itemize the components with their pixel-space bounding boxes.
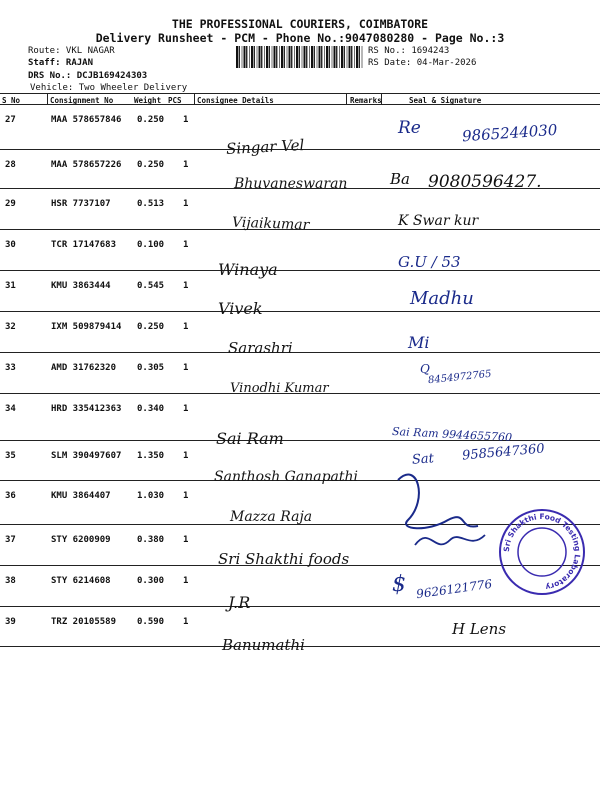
handwritten-consignee: Winaya [218, 260, 278, 279]
handwritten-consignee: J.R [228, 593, 251, 612]
signature-scribble: Re [398, 118, 421, 138]
row-consignment: STY 6200909 [51, 535, 111, 545]
barcode-bar [319, 46, 321, 68]
barcode-bar [344, 46, 345, 68]
barcode-bar [259, 46, 261, 68]
barcode-bar [281, 46, 283, 68]
barcode-bar [276, 46, 277, 68]
handwritten-consignee: Sri Shakthi foods [218, 550, 350, 568]
row-consignment: MAA 578657226 [51, 160, 122, 170]
row-pcs: 1 [183, 322, 189, 332]
barcode-bar [274, 46, 276, 68]
table-row [0, 229, 600, 274]
row-sno: 36 [5, 491, 16, 501]
barcode-bar [236, 46, 238, 68]
row-consignment: HSR 7737107 [51, 199, 111, 209]
barcode-bar [242, 46, 243, 68]
row-weight: 0.305 [137, 363, 165, 373]
barcode-bar [257, 46, 258, 68]
barcode-bar [314, 46, 315, 68]
row-weight: 0.250 [137, 322, 165, 332]
handwritten-consignee: Vinodhi Kumar [230, 381, 329, 396]
barcode-bar [289, 46, 291, 68]
barcode-bar [326, 46, 328, 68]
row-weight: 1.350 [137, 451, 165, 461]
barcode-bar [291, 46, 292, 68]
row-sno: 31 [5, 281, 16, 291]
signature-text: Mi [408, 333, 430, 352]
signature-text: Madhu [410, 288, 474, 309]
runsheet-subtitle: Delivery Runsheet - PCM - Phone No.:9047080280 - Page No.:3 [95, 31, 505, 45]
col-pcs: PCS [168, 96, 182, 105]
row-pcs: 1 [183, 363, 189, 373]
row-consignment: SLM 390497607 [51, 451, 122, 461]
row-sno: 34 [5, 404, 16, 414]
row-pcs: 1 [183, 576, 189, 586]
row-consignment: IXM 509879414 [51, 322, 122, 332]
row-sno: 33 [5, 363, 16, 373]
row-weight: 0.100 [137, 240, 165, 250]
barcode-bar [302, 46, 303, 68]
seal-stamp [497, 507, 587, 597]
handwritten-consignee: Singar Vel [225, 135, 305, 159]
row-sno: 35 [5, 451, 16, 461]
row-weight: 0.300 [137, 576, 165, 586]
signature-phone: 9080596427. [428, 172, 542, 192]
signature-phone: 8454972765 [427, 368, 493, 387]
row-weight: 0.513 [137, 199, 165, 209]
row-sno: 28 [5, 160, 16, 170]
company-title: THE PROFESSIONAL COURIERS, COIMBATORE [171, 17, 429, 31]
barcode-bar [246, 46, 247, 68]
row-sno: 27 [5, 115, 16, 125]
barcode-bar [269, 46, 270, 68]
handwritten-consignee: Sai Ram [216, 429, 284, 448]
col-divider [47, 94, 48, 104]
row-sno: 32 [5, 322, 16, 332]
handwritten-consignee: Vivek [218, 299, 263, 318]
barcode-bar [299, 46, 300, 68]
row-consignment: AMD 31762320 [51, 363, 117, 373]
row-weight: 0.545 [137, 281, 165, 291]
signature-phone: 9585647360 [461, 441, 546, 464]
rs-number: RS No.: 1694243 [368, 46, 450, 56]
row-weight: 1.030 [137, 491, 165, 501]
barcode-bar [351, 46, 352, 68]
signature-scribble: Q [420, 362, 430, 376]
row-weight: 0.250 [137, 160, 165, 170]
barcode-bar [254, 46, 255, 68]
row-pcs: 1 [183, 617, 189, 627]
barcode-bar [349, 46, 351, 68]
barcode-bar [306, 46, 307, 68]
row-sno: 30 [5, 240, 16, 250]
barcode-bar [324, 46, 325, 68]
row-separator [0, 352, 600, 353]
col-consignment: Consignment No [50, 96, 114, 105]
row-weight: 0.340 [137, 404, 165, 414]
row-weight: 0.250 [137, 115, 165, 125]
route-label: Route: VKL NAGAR [28, 46, 115, 56]
barcode-bar [244, 46, 246, 68]
barcode-bar [251, 46, 253, 68]
col-divider [381, 94, 382, 104]
handwritten-consignee: Banumathi [222, 636, 305, 654]
barcode-bar [362, 46, 363, 68]
handwritten-consignee: Bhuvaneswaran [234, 176, 348, 192]
barcode-bar [296, 46, 298, 68]
barcode-bar [321, 46, 322, 68]
signature-scribble [410, 520, 490, 560]
barcode-bar [356, 46, 358, 68]
barcode-bar [347, 46, 348, 68]
barcode-bar [317, 46, 318, 68]
row-sno: 39 [5, 617, 16, 627]
row-pcs: 1 [183, 451, 189, 461]
signature-text: H Lens [452, 620, 507, 638]
barcode-bar [359, 46, 360, 68]
barcode-bar [332, 46, 333, 68]
signature-phone: 9626121776 [415, 576, 493, 602]
col-remarks: Remarks [350, 96, 382, 105]
col-seal-signature: Seal & Signature [409, 96, 482, 105]
col-sno: S No [2, 96, 21, 105]
row-pcs: 1 [183, 491, 189, 501]
barcode-bar [279, 46, 280, 68]
row-separator [0, 311, 600, 312]
row-consignment: TRZ 20105589 [51, 617, 117, 627]
staff-label: Staff: RAJAN [28, 58, 94, 68]
row-consignment: KMU 3863444 [51, 281, 111, 291]
row-separator [0, 606, 600, 607]
table-row [0, 311, 600, 356]
col-divider [194, 94, 195, 104]
barcode-bar [334, 46, 336, 68]
barcode-bar [354, 46, 355, 68]
row-pcs: 1 [183, 115, 189, 125]
row-weight: 0.590 [137, 617, 165, 627]
table-row [0, 270, 600, 315]
row-consignment: HRD 335412363 [51, 404, 122, 414]
handwritten-consignee: Mazza Raja [230, 509, 313, 525]
col-weight: Weight [134, 96, 162, 105]
barcode-bar [261, 46, 262, 68]
barcode-bar [309, 46, 310, 68]
row-pcs: 1 [183, 535, 189, 545]
barcode-bar [287, 46, 288, 68]
barcode-bar [239, 46, 240, 68]
row-separator [0, 270, 600, 271]
barcode-bar [272, 46, 273, 68]
handwritten-consignee: Vijaikumar [231, 214, 310, 234]
signature-text: G.U / 53 [398, 253, 461, 271]
row-sno: 38 [5, 576, 16, 586]
rs-date: RS Date: 04-Mar-2026 [368, 58, 477, 68]
row-weight: 0.380 [137, 535, 165, 545]
drs-number: DRS No.: DCJB169424303 [28, 71, 148, 81]
row-pcs: 1 [183, 199, 189, 209]
table-top-border [0, 93, 600, 94]
col-divider [346, 94, 347, 104]
row-consignment: STY 6214608 [51, 576, 111, 586]
row-sno: 29 [5, 199, 16, 209]
signature-scribble: Ba [390, 170, 410, 188]
barcode-bar [311, 46, 313, 68]
signature-scribble: $ [392, 572, 406, 597]
handwritten-consignee: Santhosh Ganapathi [214, 469, 358, 485]
handwritten-consignee: Sarashri [228, 339, 293, 357]
row-pcs: 1 [183, 160, 189, 170]
barcode-bar [284, 46, 285, 68]
barcode-bar [336, 46, 337, 68]
barcode-bar [329, 46, 330, 68]
row-pcs: 1 [183, 404, 189, 414]
signature-phone: 9865244030 [461, 120, 558, 146]
vehicle-label: Vehicle: Two Wheeler Delivery [30, 83, 188, 93]
barcode-bar [304, 46, 306, 68]
row-pcs: 1 [183, 281, 189, 291]
barcode-bar [266, 46, 268, 68]
row-pcs: 1 [183, 240, 189, 250]
barcode-bar [341, 46, 343, 68]
row-sno: 37 [5, 535, 16, 545]
row-consignment: MAA 578657846 [51, 115, 122, 125]
signature-text: Sai Ram 9944655760 [391, 424, 513, 445]
barcode-image [236, 46, 364, 68]
col-consignee: Consignee Details [197, 96, 274, 105]
stamp-text: Sri Shakthi Food Testing Laboratory [501, 511, 583, 592]
row-consignment: KMU 3864407 [51, 491, 111, 501]
barcode-bar [294, 46, 295, 68]
barcode-bar [339, 46, 340, 68]
signature-scribble: Sat [411, 451, 435, 468]
barcode-bar [264, 46, 265, 68]
barcode-bar [249, 46, 250, 68]
svg-text:Sri Shakthi Food Testing Labor [502, 512, 582, 592]
signature-text: K Swar kur [398, 213, 479, 229]
row-consignment: TCR 17147683 [51, 240, 117, 250]
